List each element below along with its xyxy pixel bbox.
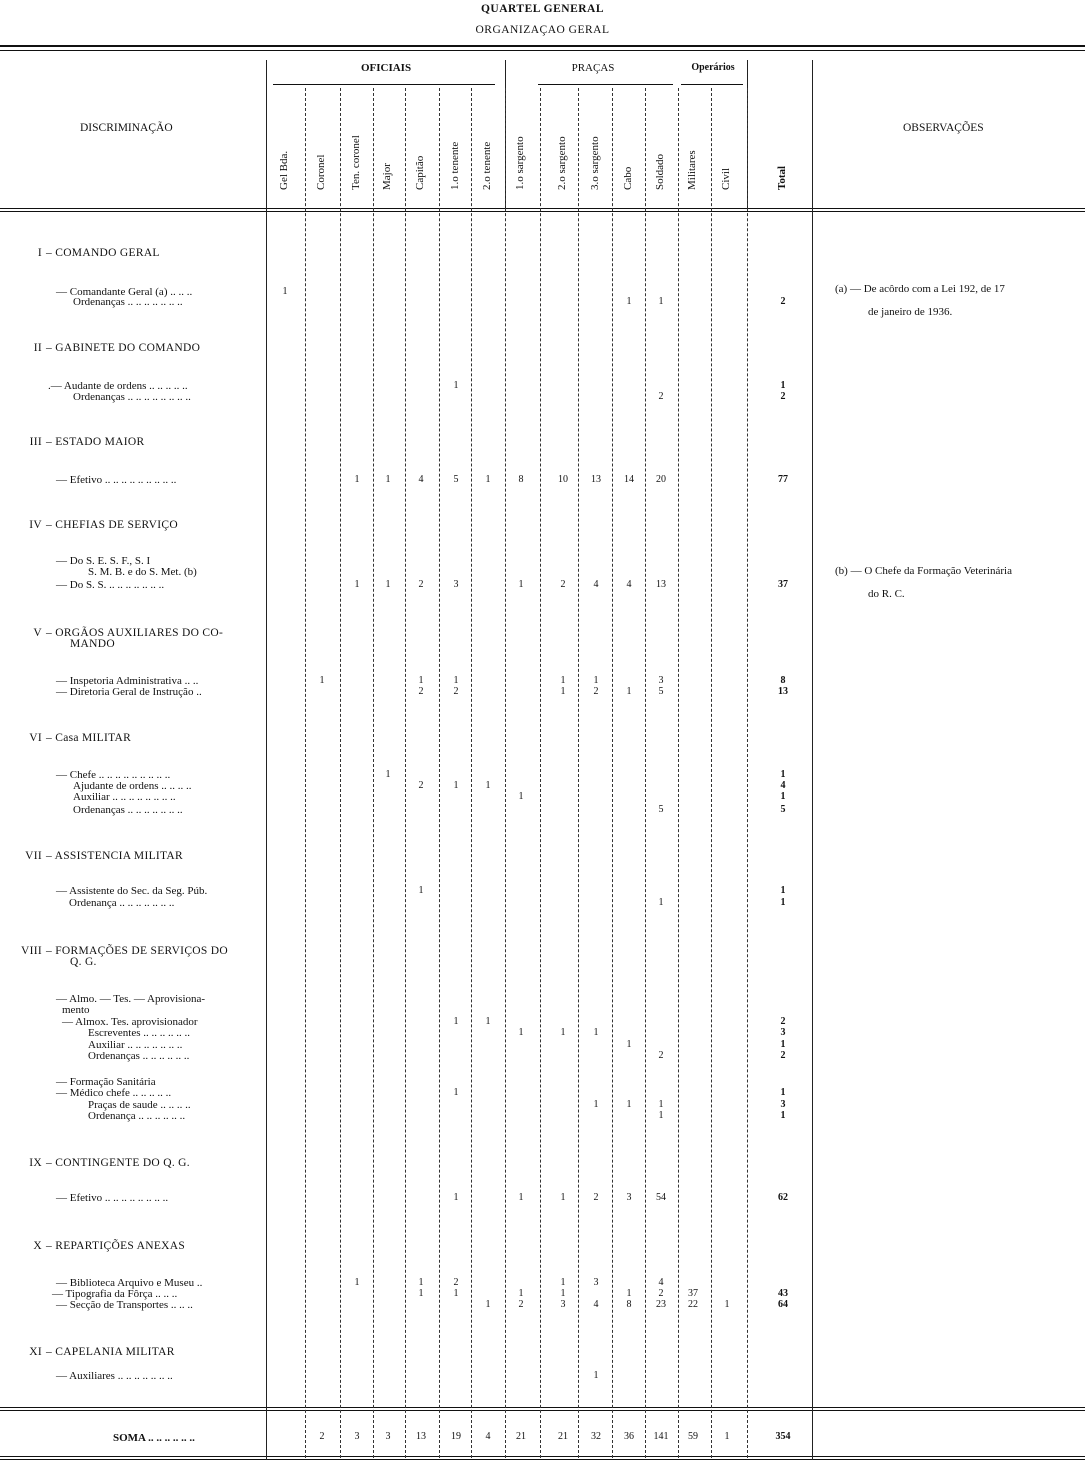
column-header-14: Civil xyxy=(720,167,732,190)
section-number: IV xyxy=(29,519,42,531)
section-heading xyxy=(4,1346,175,1358)
section-dash: – xyxy=(46,436,56,448)
table-cell: 1 xyxy=(626,1039,632,1050)
col-divider-obs xyxy=(812,60,813,1460)
table-cell: 1 xyxy=(593,1099,599,1110)
column-header-6: 1.o tenente xyxy=(449,141,461,190)
soma-cell: 13 xyxy=(416,1431,426,1442)
row-label: Praças de saude .. .. .. .. xyxy=(88,1099,191,1111)
table-cell: 1 xyxy=(560,1288,566,1299)
section-number: VI xyxy=(29,732,42,744)
section-number: III xyxy=(29,436,42,448)
row-label: — Auxiliares .. .. .. .. .. .. .. xyxy=(56,1370,173,1382)
table-cell: 1 xyxy=(453,1016,459,1027)
grid-line xyxy=(340,88,341,1458)
total-cell: 4 xyxy=(780,780,786,791)
section-dash: – xyxy=(46,342,56,354)
grid-line xyxy=(439,88,440,1458)
table-cell: 3 xyxy=(560,1299,566,1310)
soma-cell: 141 xyxy=(653,1431,669,1442)
table-cell: 8 xyxy=(626,1299,632,1310)
soma-cell: 3 xyxy=(354,1431,360,1442)
section-dash: – xyxy=(46,247,56,259)
total-cell: 3 xyxy=(780,1099,786,1110)
table-cell: 1 xyxy=(658,296,664,307)
section-dash: – xyxy=(46,945,56,957)
section-dash: – xyxy=(46,1157,56,1169)
soma-cell: 32 xyxy=(591,1431,601,1442)
row-label: Ordenança .. .. .. .. .. .. .. xyxy=(69,897,175,909)
section-dash: – xyxy=(46,1346,56,1358)
table-cell: 1 xyxy=(453,1087,459,1098)
grid-line xyxy=(540,88,541,1458)
row-label: — Efetivo .. .. .. .. .. .. .. .. xyxy=(56,1192,169,1204)
table-cell: 1 xyxy=(485,1016,491,1027)
row-label: Ordenanças .. .. .. .. .. .. xyxy=(88,1050,190,1062)
section-title: CONTINGENTE DO Q. G. xyxy=(55,1157,190,1169)
row-label: Escreventes .. .. .. .. .. .. xyxy=(88,1027,191,1039)
column-header-9: 2.o sargento xyxy=(556,136,568,190)
section-heading xyxy=(4,519,178,531)
table-cell: 1 xyxy=(560,1027,566,1038)
table-cell: 4 xyxy=(626,579,632,590)
page-subtitle: ORGANIZAÇAO GERAL xyxy=(475,24,610,36)
table-cell: 13 xyxy=(656,579,666,590)
row-label: Ordenanças .. .. .. .. .. .. .. .. xyxy=(73,391,191,403)
table-cell: 22 xyxy=(688,1299,698,1310)
row-label: — Inspetoria Administrativa .. .. xyxy=(56,675,199,687)
row-label: Ordenanças .. .. .. .. .. .. .. xyxy=(73,804,183,816)
grid-line xyxy=(678,88,679,1458)
row-label: S. M. B. e do S. Met. (b) xyxy=(88,566,197,578)
table-cell: 2 xyxy=(593,1192,599,1203)
discriminacao-header: DISCRIMINAÇÃO xyxy=(80,122,173,134)
table-cell: 1 xyxy=(560,1277,566,1288)
grid-line xyxy=(305,88,306,1458)
column-header-13: Militares xyxy=(686,150,698,190)
total-cell: 2 xyxy=(780,1016,786,1027)
table-cell: 1 xyxy=(518,1288,524,1299)
section-title: Casa MILITAR xyxy=(55,732,132,744)
table-cell: 1 xyxy=(593,1027,599,1038)
section-title: COMANDO GERAL xyxy=(55,247,160,259)
group-oficiais: OFICIAIS xyxy=(360,62,412,74)
row-label: — Comandante Geral (a) .. .. .. xyxy=(56,286,193,298)
row-label: — Tipografia da Fôrça .. .. .. xyxy=(52,1288,178,1300)
soma-cell: 2 xyxy=(319,1431,325,1442)
grid-line xyxy=(505,88,506,1458)
section-heading xyxy=(4,945,228,957)
row-label: — Almox. Tes. aprovisionador xyxy=(62,1016,198,1028)
section-dash: – xyxy=(46,1240,56,1252)
soma-cell: 1 xyxy=(724,1431,730,1442)
total-cell: 64 xyxy=(778,1299,788,1310)
header-rule xyxy=(0,208,1085,209)
table-cell: 2 xyxy=(418,780,424,791)
table-cell: 4 xyxy=(593,579,599,590)
section-dash: – xyxy=(46,627,56,639)
section-title: ESTADO MAIOR xyxy=(55,436,145,448)
soma-cell: 3 xyxy=(385,1431,391,1442)
table-cell: 1 xyxy=(626,296,632,307)
total-cell: 8 xyxy=(780,675,786,686)
total-cell: 43 xyxy=(778,1288,788,1299)
section-title: CAPELANIA MILITAR xyxy=(55,1346,175,1358)
table-cell: 2 xyxy=(418,579,424,590)
group-operarios: Operários xyxy=(691,62,735,73)
table-cell: 8 xyxy=(518,474,524,485)
table-cell: 1 xyxy=(626,1099,632,1110)
table-cell: 1 xyxy=(485,474,491,485)
table-cell: 23 xyxy=(656,1299,666,1310)
total-cell: 1 xyxy=(780,380,786,391)
table-cell: 1 xyxy=(658,1110,664,1121)
total-cell: 62 xyxy=(778,1192,788,1203)
table-cell: 2 xyxy=(453,1277,459,1288)
section-heading xyxy=(4,732,131,744)
total-cell: 1 xyxy=(780,897,786,908)
row-label: — Almo. — Tes. — Aprovisiona- xyxy=(56,993,206,1005)
table-cell: 5 xyxy=(658,686,664,697)
table-cell: 1 xyxy=(453,1192,459,1203)
table-cell: 4 xyxy=(658,1277,664,1288)
table-cell: 2 xyxy=(658,1288,664,1299)
column-header-11: Cabo xyxy=(622,166,634,190)
column-header-3: Ten. coronel xyxy=(350,135,362,190)
column-header-2: Coronel xyxy=(315,154,327,190)
section-title: ASSISTENCIA MILITAR xyxy=(54,850,184,862)
table-cell: 1 xyxy=(418,1277,424,1288)
row-label: Auxiliar .. .. .. .. .. .. .. .. xyxy=(73,791,176,803)
row-label: — Secção de Transportes .. .. .. xyxy=(56,1299,193,1311)
column-header-1: Gel Bda. xyxy=(278,150,290,190)
section-dash: – xyxy=(46,732,56,744)
table-cell: 1 xyxy=(518,791,524,802)
table-cell: 1 xyxy=(593,675,599,686)
table-cell: 1 xyxy=(485,780,491,791)
grid-line xyxy=(711,88,712,1458)
table-cell: 2 xyxy=(518,1299,524,1310)
column-header-8: 1.o sargento xyxy=(514,136,526,190)
grid-line xyxy=(747,88,748,1458)
row-label: mento xyxy=(62,1004,90,1016)
table-cell: 2 xyxy=(593,686,599,697)
table-cell: 1 xyxy=(319,675,325,686)
obs-a-line2: de janeiro de 1936. xyxy=(868,306,953,318)
table-cell: 1 xyxy=(385,769,391,780)
row-label: — Do S. S. .. .. .. .. .. .. .. xyxy=(56,579,165,591)
soma-cell: 36 xyxy=(624,1431,634,1442)
row-label: — Biblioteca Arquivo e Museu .. xyxy=(56,1277,203,1289)
grid-line xyxy=(612,88,613,1458)
soma-cell: 21 xyxy=(516,1431,526,1442)
table-cell: 1 xyxy=(453,1288,459,1299)
section-title: ORGÃOS AUXILIARES DO CO- xyxy=(55,627,224,639)
table-cell: 2 xyxy=(418,686,424,697)
total-cell: 1 xyxy=(780,1110,786,1121)
obs-b-line1: (b) — O Chefe da Formação Veterinária xyxy=(835,565,1012,577)
table-cell: 1 xyxy=(560,1192,566,1203)
row-label: Auxiliar .. .. .. .. .. .. .. xyxy=(88,1039,183,1051)
table-cell: 2 xyxy=(560,579,566,590)
column-header-5: Capitão xyxy=(414,155,426,190)
table-cell: 1 xyxy=(626,1288,632,1299)
table-cell: 3 xyxy=(626,1192,632,1203)
section-title: CHEFIAS DE SERVIÇO xyxy=(55,519,178,531)
row-label: — Diretoria Geral de Instrução .. xyxy=(56,686,202,698)
column-header-15: Total xyxy=(776,165,788,190)
table-cell: 1 xyxy=(354,579,360,590)
section-title-cont: MANDO xyxy=(70,638,115,650)
table-cell: 1 xyxy=(518,1027,524,1038)
operarios-underline xyxy=(681,84,743,85)
table-cell: 2 xyxy=(658,391,664,402)
page-title: QUARTEL GENERAL xyxy=(480,3,605,15)
table-cell: 4 xyxy=(418,474,424,485)
total-cell: 2 xyxy=(780,296,786,307)
table-cell: 1 xyxy=(724,1299,730,1310)
table-cell: 1 xyxy=(626,686,632,697)
table-cell: 20 xyxy=(656,474,666,485)
top-rule-2 xyxy=(0,50,1085,51)
grid-line xyxy=(578,88,579,1458)
total-cell: 77 xyxy=(778,474,788,485)
section-heading xyxy=(4,247,160,259)
total-cell: 2 xyxy=(780,1050,786,1061)
table-cell: 10 xyxy=(558,474,568,485)
total-cell: 5 xyxy=(780,804,786,815)
obs-a-line1: (a) — De acôrdo com a Lei 192, de 17 xyxy=(835,283,1005,295)
table-cell: 1 xyxy=(354,1277,360,1288)
pracas-underline xyxy=(538,84,673,85)
section-heading xyxy=(4,1157,190,1169)
table-cell: 14 xyxy=(624,474,634,485)
total-cell: 13 xyxy=(778,686,788,697)
soma-total: 354 xyxy=(775,1431,791,1442)
soma-cell: 4 xyxy=(485,1431,491,1442)
table-cell: 5 xyxy=(453,474,459,485)
section-number: XI xyxy=(29,1346,42,1358)
grid-line xyxy=(405,88,406,1458)
section-title: GABINETE DO COMANDO xyxy=(55,342,201,354)
oficiais-underline xyxy=(273,84,495,85)
soma-cell: 59 xyxy=(688,1431,698,1442)
table-cell: 1 xyxy=(418,675,424,686)
section-number: V xyxy=(33,627,42,639)
header-rule-2 xyxy=(0,211,1085,212)
column-header-4: Major xyxy=(381,163,393,190)
section-heading xyxy=(4,850,183,862)
table-cell: 1 xyxy=(593,1370,599,1381)
table-cell: 5 xyxy=(658,804,664,815)
section-number: IX xyxy=(29,1157,42,1169)
total-cell: 1 xyxy=(780,885,786,896)
table-cell: 1 xyxy=(485,1299,491,1310)
top-rule xyxy=(0,45,1085,47)
row-label: — Assistente do Sec. da Seg. Púb. xyxy=(56,885,208,897)
soma-rule-2 xyxy=(0,1410,1085,1411)
soma-cell: 21 xyxy=(558,1431,568,1442)
table-cell: 4 xyxy=(593,1299,599,1310)
grid-line xyxy=(645,88,646,1458)
column-header-10: 3.o sargento xyxy=(589,136,601,190)
bottom-rule-2 xyxy=(0,1459,1085,1460)
section-title-cont: Q. G. xyxy=(70,956,97,968)
row-label: — Médico chefe .. .. .. .. .. xyxy=(56,1087,172,1099)
row-label: .— Audante de ordens .. .. .. .. .. xyxy=(48,380,188,392)
row-label: Ordenanças .. .. .. .. .. .. .. xyxy=(73,296,183,308)
row-label: — Formação Sanitária xyxy=(56,1076,156,1088)
table-cell: 3 xyxy=(593,1277,599,1288)
section-title: FORMAÇÕES DE SERVIÇOS DO xyxy=(55,945,228,957)
total-cell: 3 xyxy=(780,1027,786,1038)
table-cell: 1 xyxy=(560,675,566,686)
section-number: VIII xyxy=(21,945,42,957)
section-number: X xyxy=(33,1240,42,1252)
col-divider-left xyxy=(266,60,267,1460)
section-dash: – xyxy=(46,519,56,531)
table-cell: 1 xyxy=(418,885,424,896)
soma-rule xyxy=(0,1407,1085,1408)
soma-cell: 19 xyxy=(451,1431,461,1442)
table-cell: 13 xyxy=(591,474,601,485)
table-cell: 1 xyxy=(453,380,459,391)
table-cell: 3 xyxy=(658,675,664,686)
row-label: — Chefe .. .. .. .. .. .. .. .. .. xyxy=(56,769,171,781)
section-heading xyxy=(4,342,200,354)
section-number: II xyxy=(33,342,42,354)
section-dash: – xyxy=(46,850,55,862)
table-cell: 1 xyxy=(518,579,524,590)
table-cell: 1 xyxy=(658,897,664,908)
section-number: I xyxy=(37,247,42,259)
table-cell: 2 xyxy=(658,1050,664,1061)
grid-line xyxy=(471,88,472,1458)
table-cell: 1 xyxy=(658,1099,664,1110)
table-cell: 2 xyxy=(453,686,459,697)
row-label: — Efetivo .. .. .. .. .. .. .. .. .. xyxy=(56,474,177,486)
table-cell: 1 xyxy=(282,286,288,297)
obs-b-line2: do R. C. xyxy=(868,588,905,600)
table-cell: 1 xyxy=(453,675,459,686)
total-cell: 1 xyxy=(780,769,786,780)
table-cell: 1 xyxy=(385,474,391,485)
section-heading xyxy=(4,436,144,448)
table-cell: 37 xyxy=(688,1288,698,1299)
table-cell: 3 xyxy=(453,579,459,590)
table-cell: 1 xyxy=(418,1288,424,1299)
table-cell: 1 xyxy=(385,579,391,590)
column-header-12: Soldado xyxy=(654,153,666,190)
total-cell: 2 xyxy=(780,391,786,402)
bottom-rule xyxy=(0,1456,1085,1457)
total-cell: 1 xyxy=(780,1039,786,1050)
total-cell: 1 xyxy=(780,791,786,802)
row-label: Ajudante de ordens .. .. .. .. xyxy=(73,780,192,792)
table-cell: 1 xyxy=(560,686,566,697)
section-number: VII xyxy=(25,850,42,862)
total-cell: 37 xyxy=(778,579,788,590)
table-cell: 1 xyxy=(354,474,360,485)
table-cell: 54 xyxy=(656,1192,666,1203)
column-header-7: 2.o tenente xyxy=(481,141,493,190)
table-cell: 1 xyxy=(453,780,459,791)
row-label: Ordenança .. .. .. .. .. .. xyxy=(88,1110,186,1122)
row-label: — Do S. E. S. F., S. I xyxy=(56,555,151,567)
observacoes-header: OBSERVAÇÕES xyxy=(903,122,984,134)
section-title: REPARTIÇÕES ANEXAS xyxy=(55,1240,186,1252)
section-heading xyxy=(4,1240,185,1252)
soma-label: SOMA .. .. .. .. .. .. xyxy=(113,1432,195,1444)
group-pracas: PRAÇAS xyxy=(571,62,615,74)
total-cell: 1 xyxy=(780,1087,786,1098)
table-cell: 1 xyxy=(518,1192,524,1203)
